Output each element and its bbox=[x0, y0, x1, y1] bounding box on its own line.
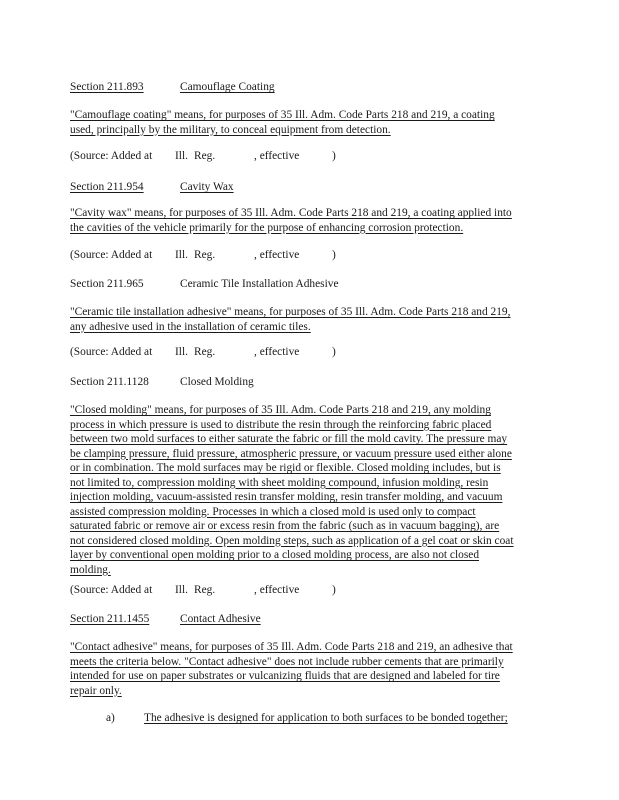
definition-line: "Contact adhesive" means, for purposes of 35 Ill. Adm. Code Parts 218 and 219, an adhesive that bbox=[70, 641, 513, 653]
definition-line: between two mold surfaces to either saturate the fabric or fill the mold cavity. The pressure may bbox=[70, 433, 508, 445]
source-prefix: (Source: Added at bbox=[70, 584, 153, 596]
source-ill: Ill. bbox=[175, 150, 188, 162]
section-title: Ceramic Tile Installation Adhesive bbox=[180, 278, 339, 290]
section-title: Camouflage Coating bbox=[180, 81, 275, 93]
source-effective: , effective bbox=[254, 346, 300, 358]
definition-line: "Camouflage coating" means, for purposes of 35 Ill. Adm. Code Parts 218 and 219, a coating bbox=[70, 109, 495, 121]
source-reg: Reg. bbox=[194, 249, 216, 261]
definition-line: "Ceramic tile installation adhesive" means, for purposes of 35 Ill. Adm. Code Parts 218 and 219, bbox=[70, 306, 511, 318]
section-definition-211-1455 bbox=[70, 640, 550, 698]
section-number: Section 211.965 bbox=[70, 278, 144, 290]
definition-line: the cavities of the vehicle primarily for the purpose of enhancing corrosion protection. bbox=[70, 221, 464, 234]
source-reg: Reg. bbox=[194, 584, 216, 596]
definition-line: injection molding, vacuum-assisted resin transfer molding, resin transfer molding, and vacuum bbox=[70, 491, 503, 503]
section-title: Cavity Wax bbox=[180, 181, 234, 193]
definition-line: intended for use on paper substrates or vulcanizing fluids that are designed and labeled for tire bbox=[70, 670, 500, 682]
definition-line: meets the criteria below. "Contact adhesive" does not include rubber cements that are primarily bbox=[70, 655, 504, 668]
source-ill: Ill. bbox=[175, 249, 188, 261]
section-title: Closed Molding bbox=[180, 376, 254, 388]
definition-line: "Cavity wax" means, for purposes of 35 Ill. Adm. Code Parts 218 and 219, a coating applied into bbox=[70, 207, 512, 219]
section-number: Section 211.954 bbox=[70, 181, 144, 193]
section-heading-211-1455 bbox=[70, 612, 550, 627]
source-prefix: (Source: Added at bbox=[70, 150, 153, 162]
definition-line: used, principally by the military, to conceal equipment from detection. bbox=[70, 123, 391, 136]
definition-line: be clamping pressure, fluid pressure, atmospheric pressure, or vacuum pressure used either alone bbox=[70, 447, 512, 460]
definition-line: "Closed molding" means, for purposes of 35 Ill. Adm. Code Parts 218 and 219, any molding bbox=[70, 404, 491, 416]
source-effective: , effective bbox=[254, 584, 300, 596]
subitem-a bbox=[106, 712, 508, 724]
section-number: Section 211.1455 bbox=[70, 613, 150, 625]
definition-line: layer by conventional open molding prior to a closed molding process, are also not closed bbox=[70, 549, 480, 561]
source-close: ) bbox=[332, 150, 336, 162]
section-definition-211-1128 bbox=[70, 403, 550, 577]
source-close: ) bbox=[332, 584, 336, 596]
section-number: Section 211.1128 bbox=[70, 376, 149, 388]
source-effective: , effective bbox=[254, 150, 300, 162]
section-heading-211-893 bbox=[70, 80, 550, 95]
source-ill: Ill. bbox=[175, 584, 188, 596]
section-definition-211-893 bbox=[70, 108, 550, 137]
section-heading-211-954 bbox=[70, 180, 550, 195]
source-reg: Reg. bbox=[194, 346, 216, 358]
definition-line: any adhesive used in the installation of ceramic tiles. bbox=[70, 320, 311, 333]
source-prefix: (Source: Added at bbox=[70, 346, 153, 358]
source-prefix: (Source: Added at bbox=[70, 249, 153, 261]
definition-line: or in combination. The mold surfaces may be rigid or flexible. Closed molding includes, but is bbox=[70, 462, 501, 474]
section-number: Section 211.893 bbox=[70, 81, 144, 93]
subitem-label: a) bbox=[106, 712, 115, 724]
definition-line: not limited to, compression molding with sheet molding compound, infusion molding, resin bbox=[70, 476, 489, 489]
source-close: ) bbox=[332, 249, 336, 261]
definition-line: repair only. bbox=[70, 684, 122, 697]
source-ill: Ill. bbox=[175, 346, 188, 358]
definition-line: not considered closed molding. Open molding steps, such as application of a gel coat or skin coat bbox=[70, 534, 514, 547]
section-heading-211-965 bbox=[70, 277, 550, 292]
section-definition-211-954 bbox=[70, 206, 550, 235]
subitem-text: The adhesive is designed for application to both surfaces to be bonded together; bbox=[144, 712, 508, 724]
section-title: Contact Adhesive bbox=[180, 613, 261, 625]
definition-line: molding. bbox=[70, 563, 111, 576]
definition-line: assisted compression molding. Processes in which a closed mold is used only to compact bbox=[70, 505, 476, 518]
section-heading-211-1128 bbox=[70, 375, 550, 390]
source-effective: , effective bbox=[254, 249, 300, 261]
definition-line: process in which pressure is used to distribute the resin through the reinforcing fabric placed bbox=[70, 418, 492, 431]
source-reg: Reg. bbox=[194, 150, 216, 162]
source-close: ) bbox=[332, 346, 336, 358]
definition-line: saturated fabric or remove air or excess resin from the fabric (such as in vacuum bagging), are bbox=[70, 520, 500, 532]
section-definition-211-965 bbox=[70, 305, 550, 334]
